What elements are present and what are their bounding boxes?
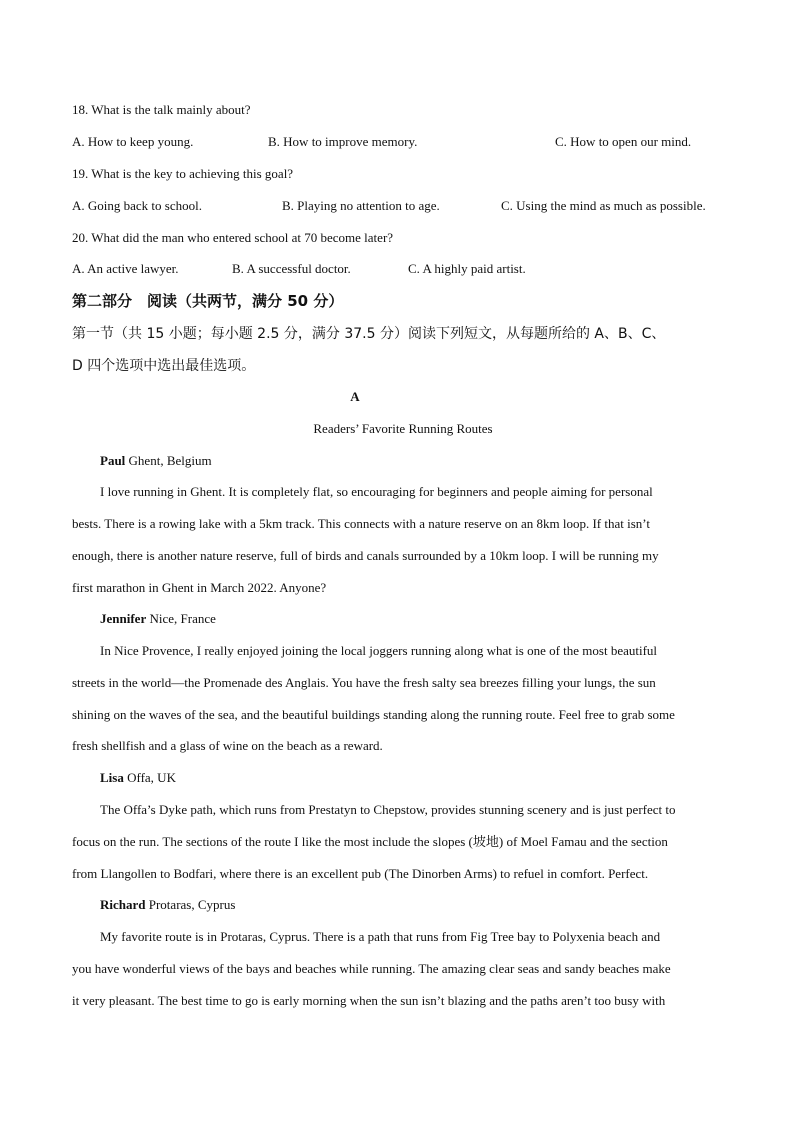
question-20-option-a: A. An active lawyer. bbox=[72, 261, 179, 276]
question-20-stem: 20. What did the man who entered school at 70 become later? bbox=[72, 230, 394, 245]
entry-paragraph-line: it very pleasant. The best time to go is early morning when the sun isn’t blazing and the paths aren’t too busy with bbox=[72, 993, 666, 1008]
entry-place: Offa, UK bbox=[127, 770, 176, 785]
entry-header-jennifer bbox=[100, 610, 216, 628]
question-19-option-a: A. Going back to school. bbox=[72, 198, 202, 213]
entry-place: Ghent, Belgium bbox=[128, 453, 212, 468]
entry-paragraph-line: shining on the waves of the sea, and the beautiful buildings standing along the running route. Feel free to grab some bbox=[72, 707, 675, 722]
entry-header-lisa bbox=[100, 769, 176, 787]
entry-paragraph-line: I love running in Ghent. It is completely flat, so encouraging for beginners and people aiming for personal bbox=[100, 484, 653, 499]
question-19-stem: 19. What is the key to achieving this goal? bbox=[72, 166, 294, 181]
entry-paragraph-line: focus on the run. The sections of the route I like the most include the slopes (坡地) of Moel Famau and the section bbox=[72, 834, 668, 849]
entry-name: Richard bbox=[100, 897, 146, 912]
passage-title: Readers’ Favorite Running Routes bbox=[313, 421, 493, 436]
passage-letter: A bbox=[350, 389, 360, 404]
entry-paragraph-line: bests. There is a rowing lake with a 5km track. This connects with a nature reserve on an 8km loop. If that isn’t bbox=[72, 516, 650, 531]
part2-heading: 第二部分 阅读（共两节，满分 50 分） bbox=[72, 292, 344, 310]
entry-paragraph-line: from Llangollen to Bodfari, where there is an excellent pub (The Dinorben Arms) to refuel in comfort. Perfect. bbox=[72, 866, 649, 881]
entry-header-richard bbox=[100, 896, 235, 914]
question-18-option-c: C. How to open our mind. bbox=[555, 134, 692, 149]
entry-paragraph-line: first marathon in Ghent in March 2022. Anyone? bbox=[72, 580, 327, 595]
entry-paragraph-line: fresh shellfish and a glass of wine on the beach as a reward. bbox=[72, 738, 383, 753]
entry-place: Protaras, Cyprus bbox=[148, 897, 236, 912]
question-20-option-b: B. A successful doctor. bbox=[232, 261, 351, 276]
question-18-stem: 18. What is the talk mainly about? bbox=[72, 102, 251, 117]
entry-paragraph-line: My favorite route is in Protaras, Cyprus. There is a path that runs from Fig Tree bay to Polyxenia beach and bbox=[100, 929, 661, 944]
section1-instruction-line1: 第一节（共 15 小题；每小题 2.5 分，满分 37.5 分）阅读下列短文，从每题所给的 A、B、C、 bbox=[72, 326, 666, 342]
question-19-option-b: B. Playing no attention to age. bbox=[282, 198, 440, 213]
entry-paragraph-line: you have wonderful views of the bays and beaches while running. The amazing clear seas and sandy beaches make bbox=[72, 961, 671, 976]
entry-name: Lisa bbox=[100, 770, 124, 785]
question-20-option-c: C. A highly paid artist. bbox=[408, 261, 526, 276]
entry-paragraph-line: streets in the world—the Promenade des Anglais. You have the fresh salty sea breezes filling your lungs, the sun bbox=[72, 675, 656, 690]
question-19-option-c: C. Using the mind as much as possible. bbox=[501, 198, 706, 213]
entry-name: Jennifer bbox=[100, 611, 147, 626]
entry-header-paul bbox=[100, 452, 212, 470]
entry-place: Nice, France bbox=[149, 611, 216, 626]
entry-paragraph-line: In Nice Provence, I really enjoyed joining the local joggers running along what is one of the most beautiful bbox=[100, 643, 658, 658]
section1-instruction-line2: D 四个选项中选出最佳选项。 bbox=[72, 358, 256, 374]
question-18-option-a: A. How to keep young. bbox=[72, 134, 194, 149]
entry-name: Paul bbox=[100, 453, 126, 468]
entry-paragraph-line: enough, there is another nature reserve, full of birds and canals surrounded by a 10km loop. I will be running my bbox=[72, 548, 659, 563]
entry-paragraph-line: The Offa’s Dyke path, which runs from Prestatyn to Chepstow, provides stunning scenery and is just perfect to bbox=[100, 802, 676, 817]
question-18-option-b: B. How to improve memory. bbox=[268, 134, 418, 149]
